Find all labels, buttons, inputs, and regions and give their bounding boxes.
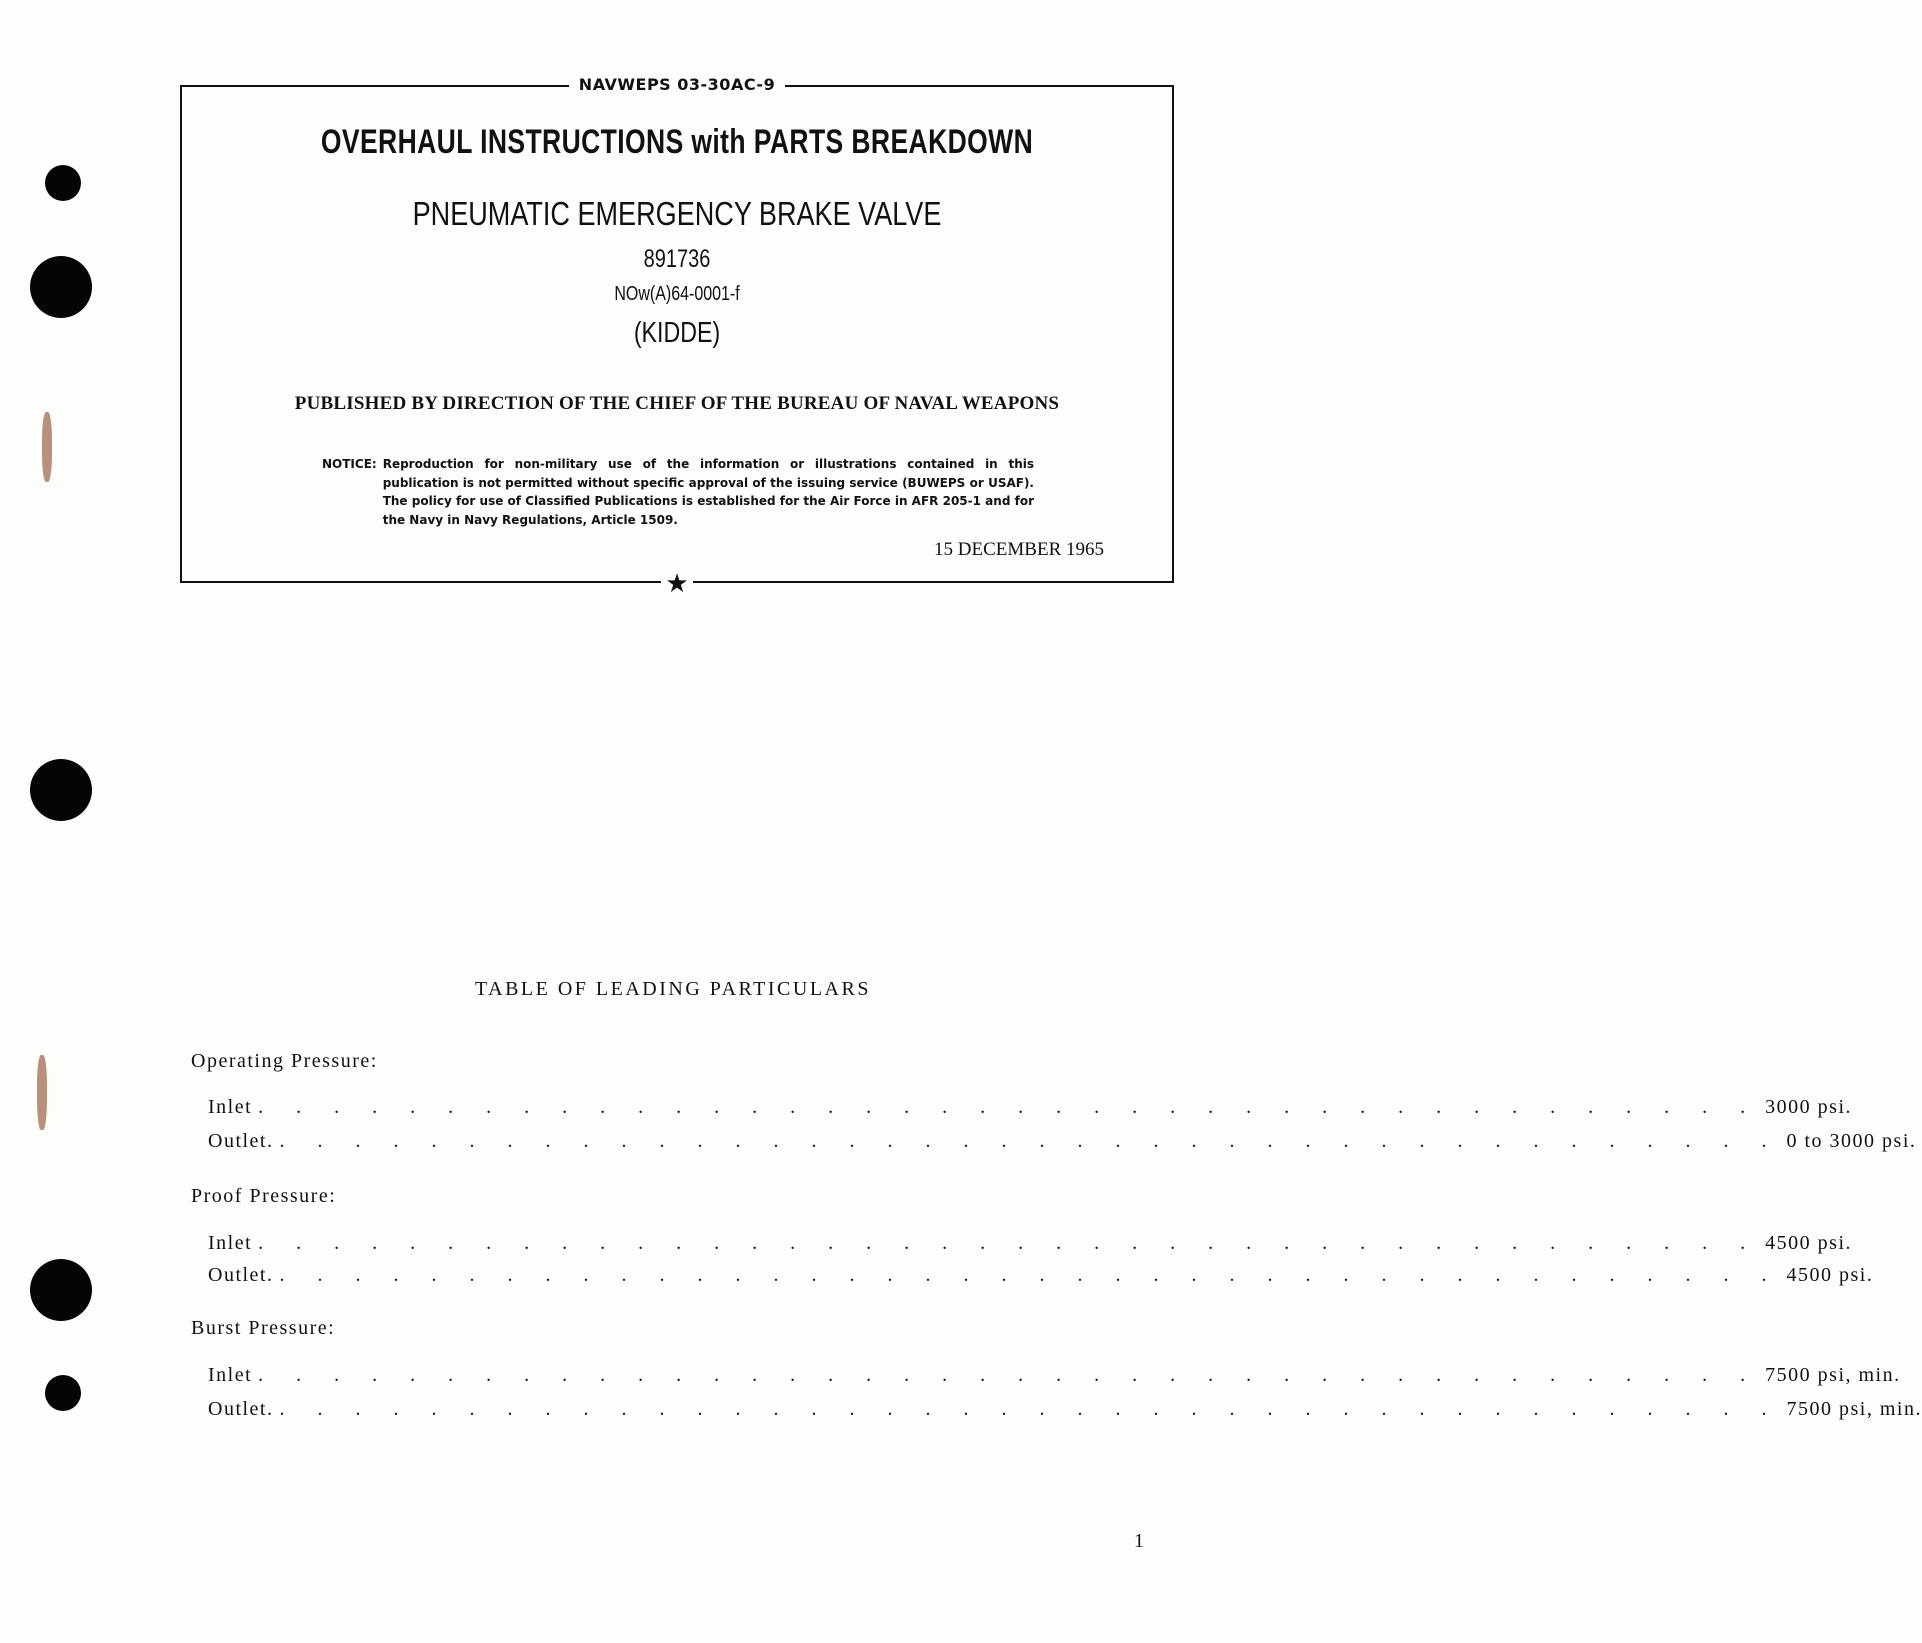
part-number: 891736 — [643, 245, 711, 273]
table-row — [208, 1398, 1922, 1421]
row-label: Outlet. — [208, 1130, 274, 1152]
contract-number: NOw(A)64-0001-f — [614, 283, 740, 305]
dot-leader: . . . . . . . . . . . . . . . . . . . . . . . . . . . . . . . . . . . . . . . . — [279, 1398, 1781, 1420]
dot-leader: . . . . . . . . . . . . . . . . . . . . . . . . . . . . . . . . . . . . . . . . — [258, 1232, 1760, 1254]
notice — [322, 455, 1034, 529]
row-value: 3000 psi. — [1765, 1096, 1852, 1118]
notice-label: NOTICE: — [322, 457, 377, 471]
row-value: 7500 psi, min. — [1786, 1398, 1922, 1420]
row-value: 4500 psi. — [1786, 1264, 1874, 1286]
row-label: Inlet — [208, 1364, 253, 1386]
publication-date: 15 DECEMBER 1965 — [934, 539, 1104, 560]
section-label: Burst Pressure: — [191, 1317, 336, 1339]
page-number: 1 — [1134, 1530, 1144, 1552]
binder-hole — [45, 165, 81, 201]
published-by: PUBLISHED BY DIRECTION OF THE CHIEF OF THE BUREAU OF NAVAL WEAPONS — [294, 393, 1060, 414]
row-label: Inlet — [208, 1232, 253, 1254]
binder-hole — [30, 256, 92, 318]
rust-stain — [42, 412, 52, 482]
row-value: 0 to 3000 psi. — [1786, 1130, 1917, 1152]
table-row — [208, 1364, 1901, 1387]
doc-number: NAVWEPS 03-30AC-9 — [569, 75, 785, 94]
dot-leader: . . . . . . . . . . . . . . . . . . . . . . . . . . . . . . . . . . . . . . . . — [258, 1364, 1760, 1386]
star-icon: ★ — [661, 569, 692, 599]
section-label: Proof Pressure: — [191, 1185, 337, 1207]
dot-leader: . . . . . . . . . . . . . . . . . . . . . . . . . . . . . . . . . . . . . . . . — [279, 1130, 1781, 1152]
title-block — [180, 75, 1174, 599]
dot-leader: . . . . . . . . . . . . . . . . . . . . . . . . . . . . . . . . . . . . . . . . — [279, 1264, 1781, 1286]
row-value: 7500 psi, min. — [1765, 1364, 1901, 1386]
table-row — [208, 1130, 1917, 1153]
doc-title: OVERHAUL INSTRUCTIONS with PARTS BREAKDOWN — [320, 123, 1034, 161]
binder-hole — [45, 1375, 81, 1411]
row-label: Outlet. — [208, 1398, 274, 1420]
dot-leader: . . . . . . . . . . . . . . . . . . . . . . . . . . . . . . . . . . . . . . . . — [258, 1096, 1760, 1118]
rust-stain — [37, 1055, 47, 1130]
table-title: TABLE OF LEADING PARTICULARS — [475, 978, 871, 1000]
table-row — [208, 1096, 1852, 1119]
binder-hole — [30, 1259, 92, 1321]
binder-hole — [30, 759, 92, 821]
table-row — [208, 1264, 1874, 1287]
notice-text: Reproduction for non-military use of the information or illustrations contained in this publication is not permitted without specific approval of the issuing service (BUWEPS or USAF). The policy for use of Classified Publications is established for the Air Force in AFR 205-1 and for the Navy in Navy Regulations, Article 1509. — [382, 457, 1034, 527]
manufacturer: (KIDDE) — [633, 317, 721, 349]
row-label: Outlet. — [208, 1264, 274, 1286]
row-label: Inlet — [208, 1096, 253, 1118]
doc-subtitle: PNEUMATIC EMERGENCY BRAKE VALVE — [412, 195, 942, 232]
row-value: 4500 psi. — [1765, 1232, 1852, 1254]
table-row — [208, 1232, 1852, 1255]
section-label: Operating Pressure: — [191, 1050, 378, 1072]
